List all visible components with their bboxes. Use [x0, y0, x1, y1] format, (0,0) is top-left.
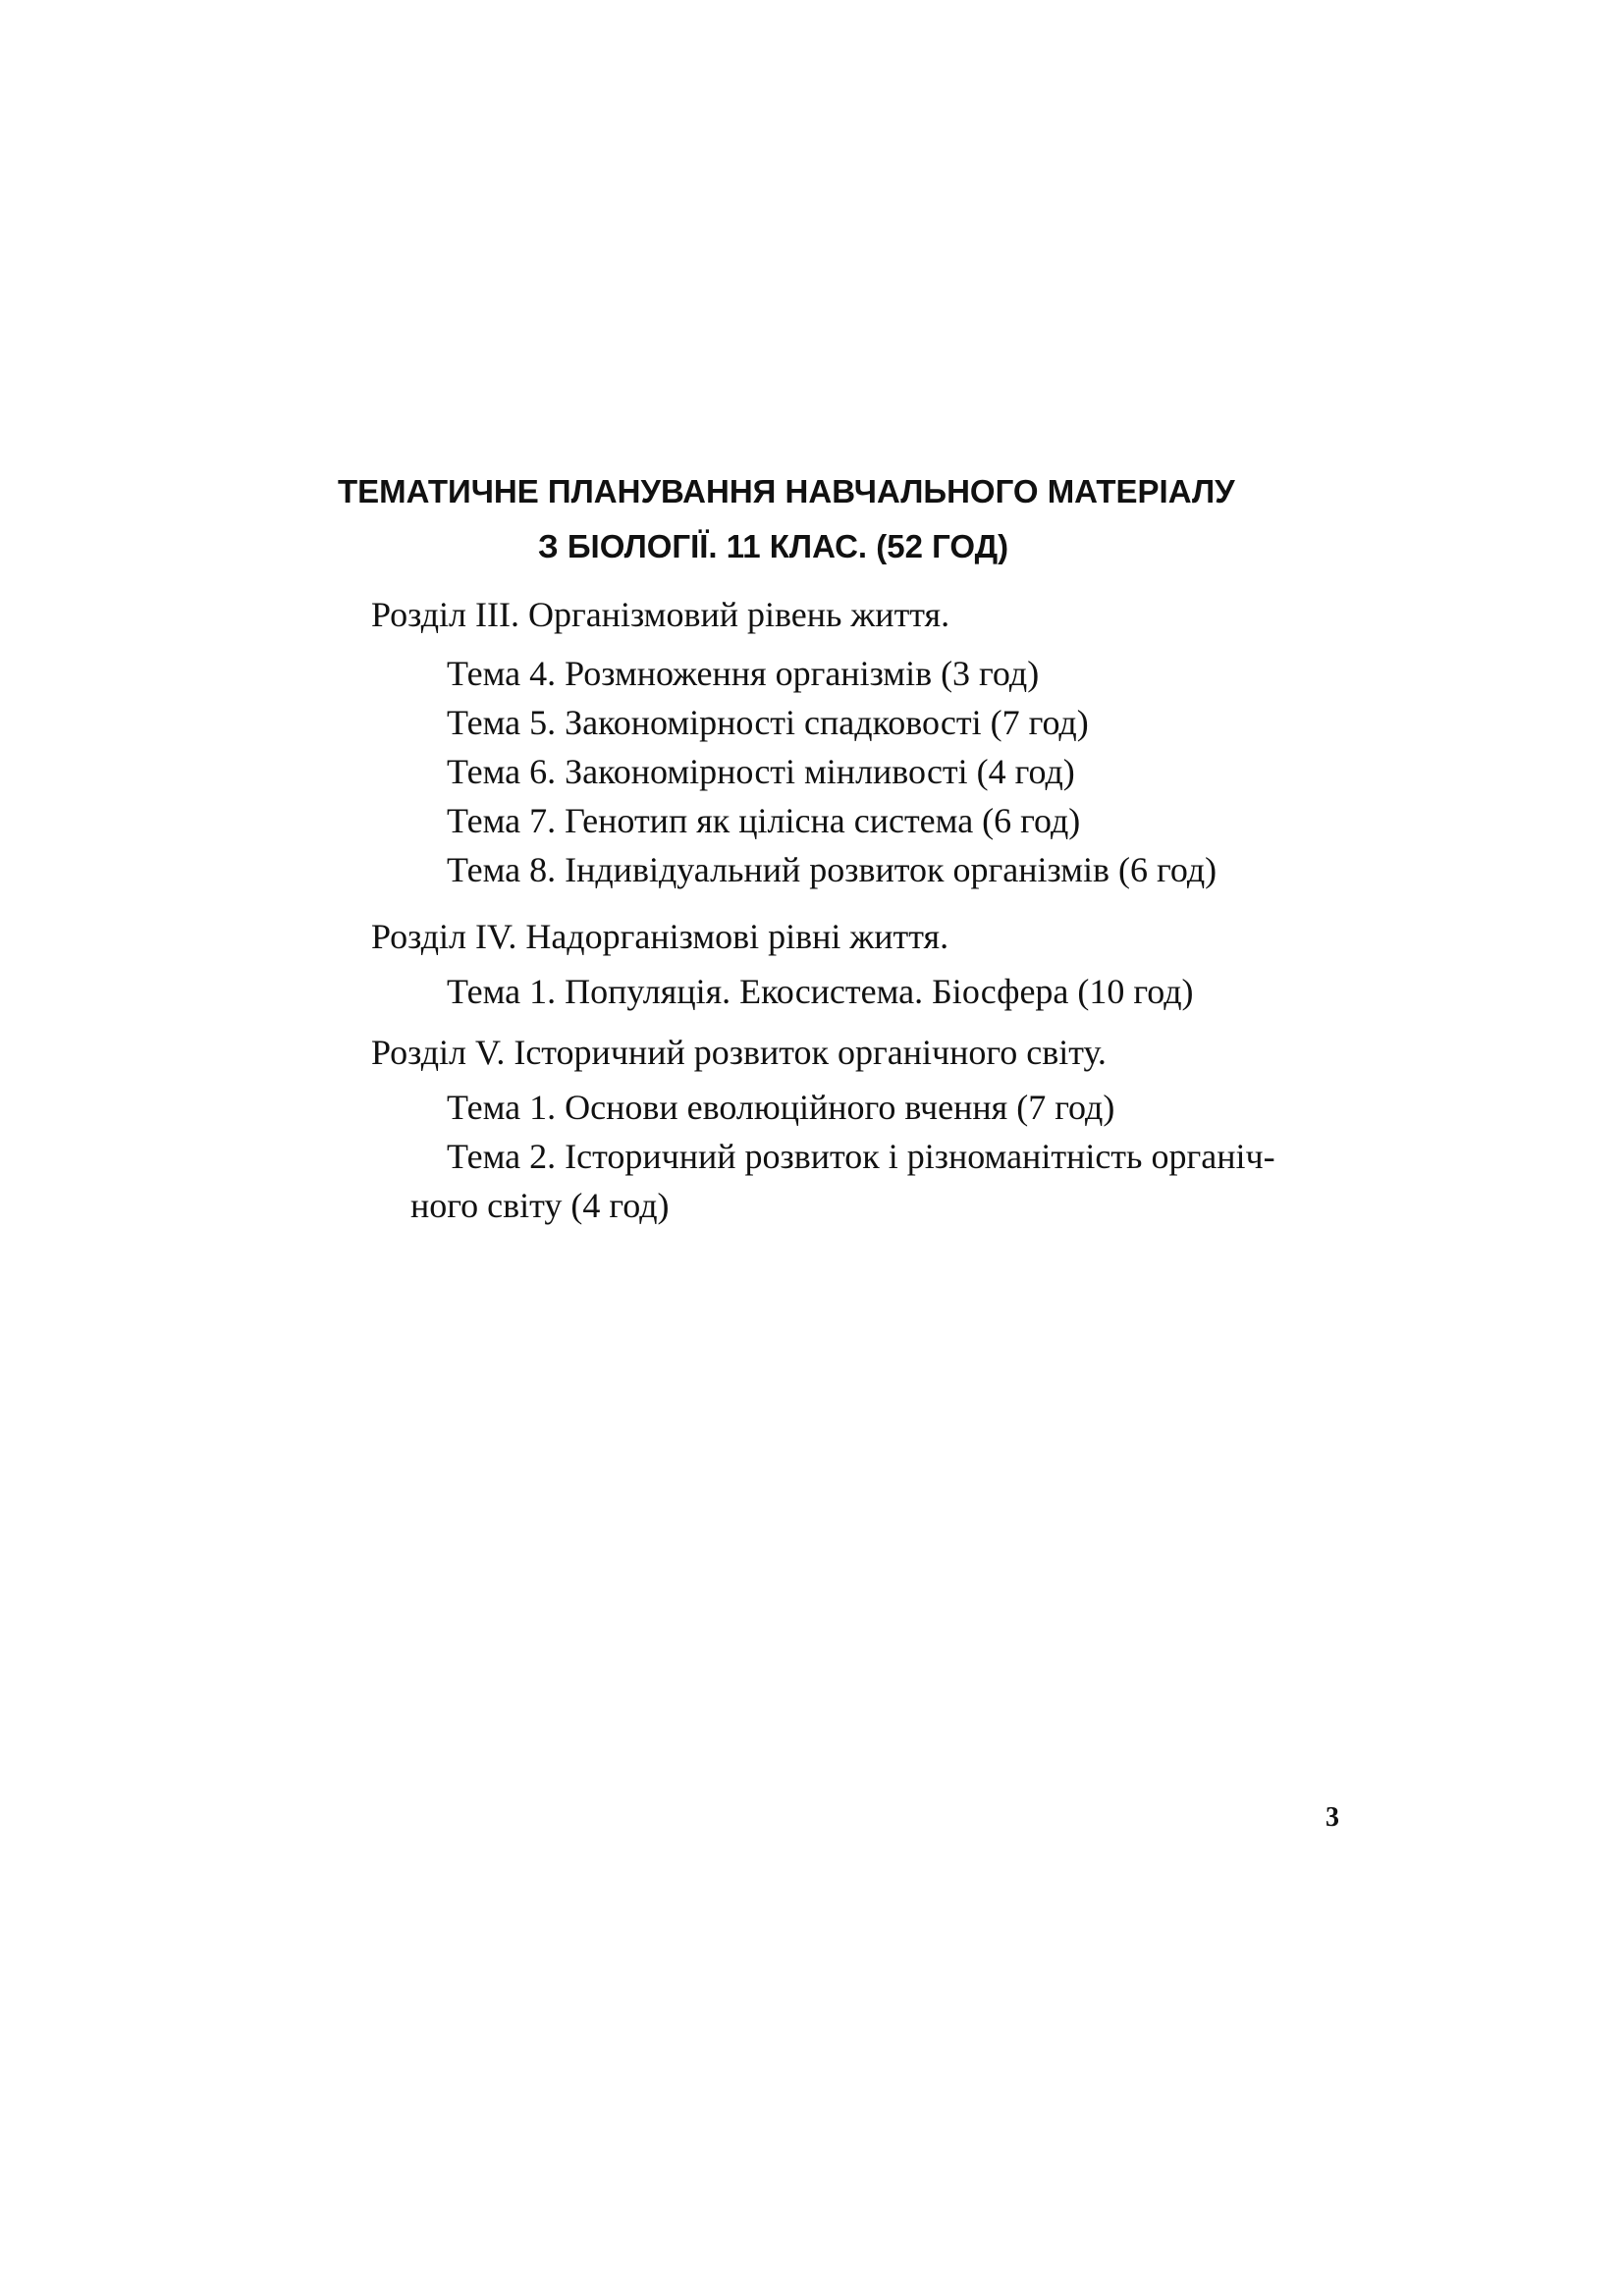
section-5-topic-1: Тема 1. Основи еволюційного вчення (7 год) — [447, 1088, 1115, 1127]
heading-line-1: ТЕМАТИЧНЕ ПЛАНУВАННЯ НАВЧАЛЬНОГО МАТЕРІАЛУ — [338, 473, 1235, 509]
section-3-topic-5: Тема 5. Закономірності спадковості (7 год) — [447, 703, 1089, 742]
section-5-topic-2: Тема 2. Історичний розвиток і різноманітність органіч- — [447, 1137, 1275, 1176]
section-5-title: Розділ V. Історичний розвиток органічного світу. — [371, 1033, 1107, 1072]
section-3-title: Розділ III. Організмовий рівень життя. — [371, 595, 950, 634]
section-3-topic-7: Тема 7. Генотип як цілісна система (6 год) — [447, 801, 1081, 840]
section-4-topic-1: Тема 1. Популяція. Екосистема. Біосфера (10 год) — [447, 972, 1194, 1011]
section-3-topic-4: Тема 4. Розмноження організмів (3 год) — [447, 654, 1040, 693]
section-3-topic-6: Тема 6. Закономірності мінливості (4 год) — [447, 752, 1075, 791]
section-4-title: Розділ IV. Надорганізмові рівні життя. — [371, 917, 949, 956]
page-number: 3 — [1325, 1802, 1339, 1833]
section-3-topic-8: Тема 8. Індивідуальний розвиток організмів (6 год) — [447, 850, 1217, 889]
heading-line-2: З БІОЛОГІЇ. 11 КЛАС. (52 ГОД) — [538, 528, 1009, 564]
section-5-topic-2-continuation: ного світу (4 год) — [410, 1186, 670, 1225]
